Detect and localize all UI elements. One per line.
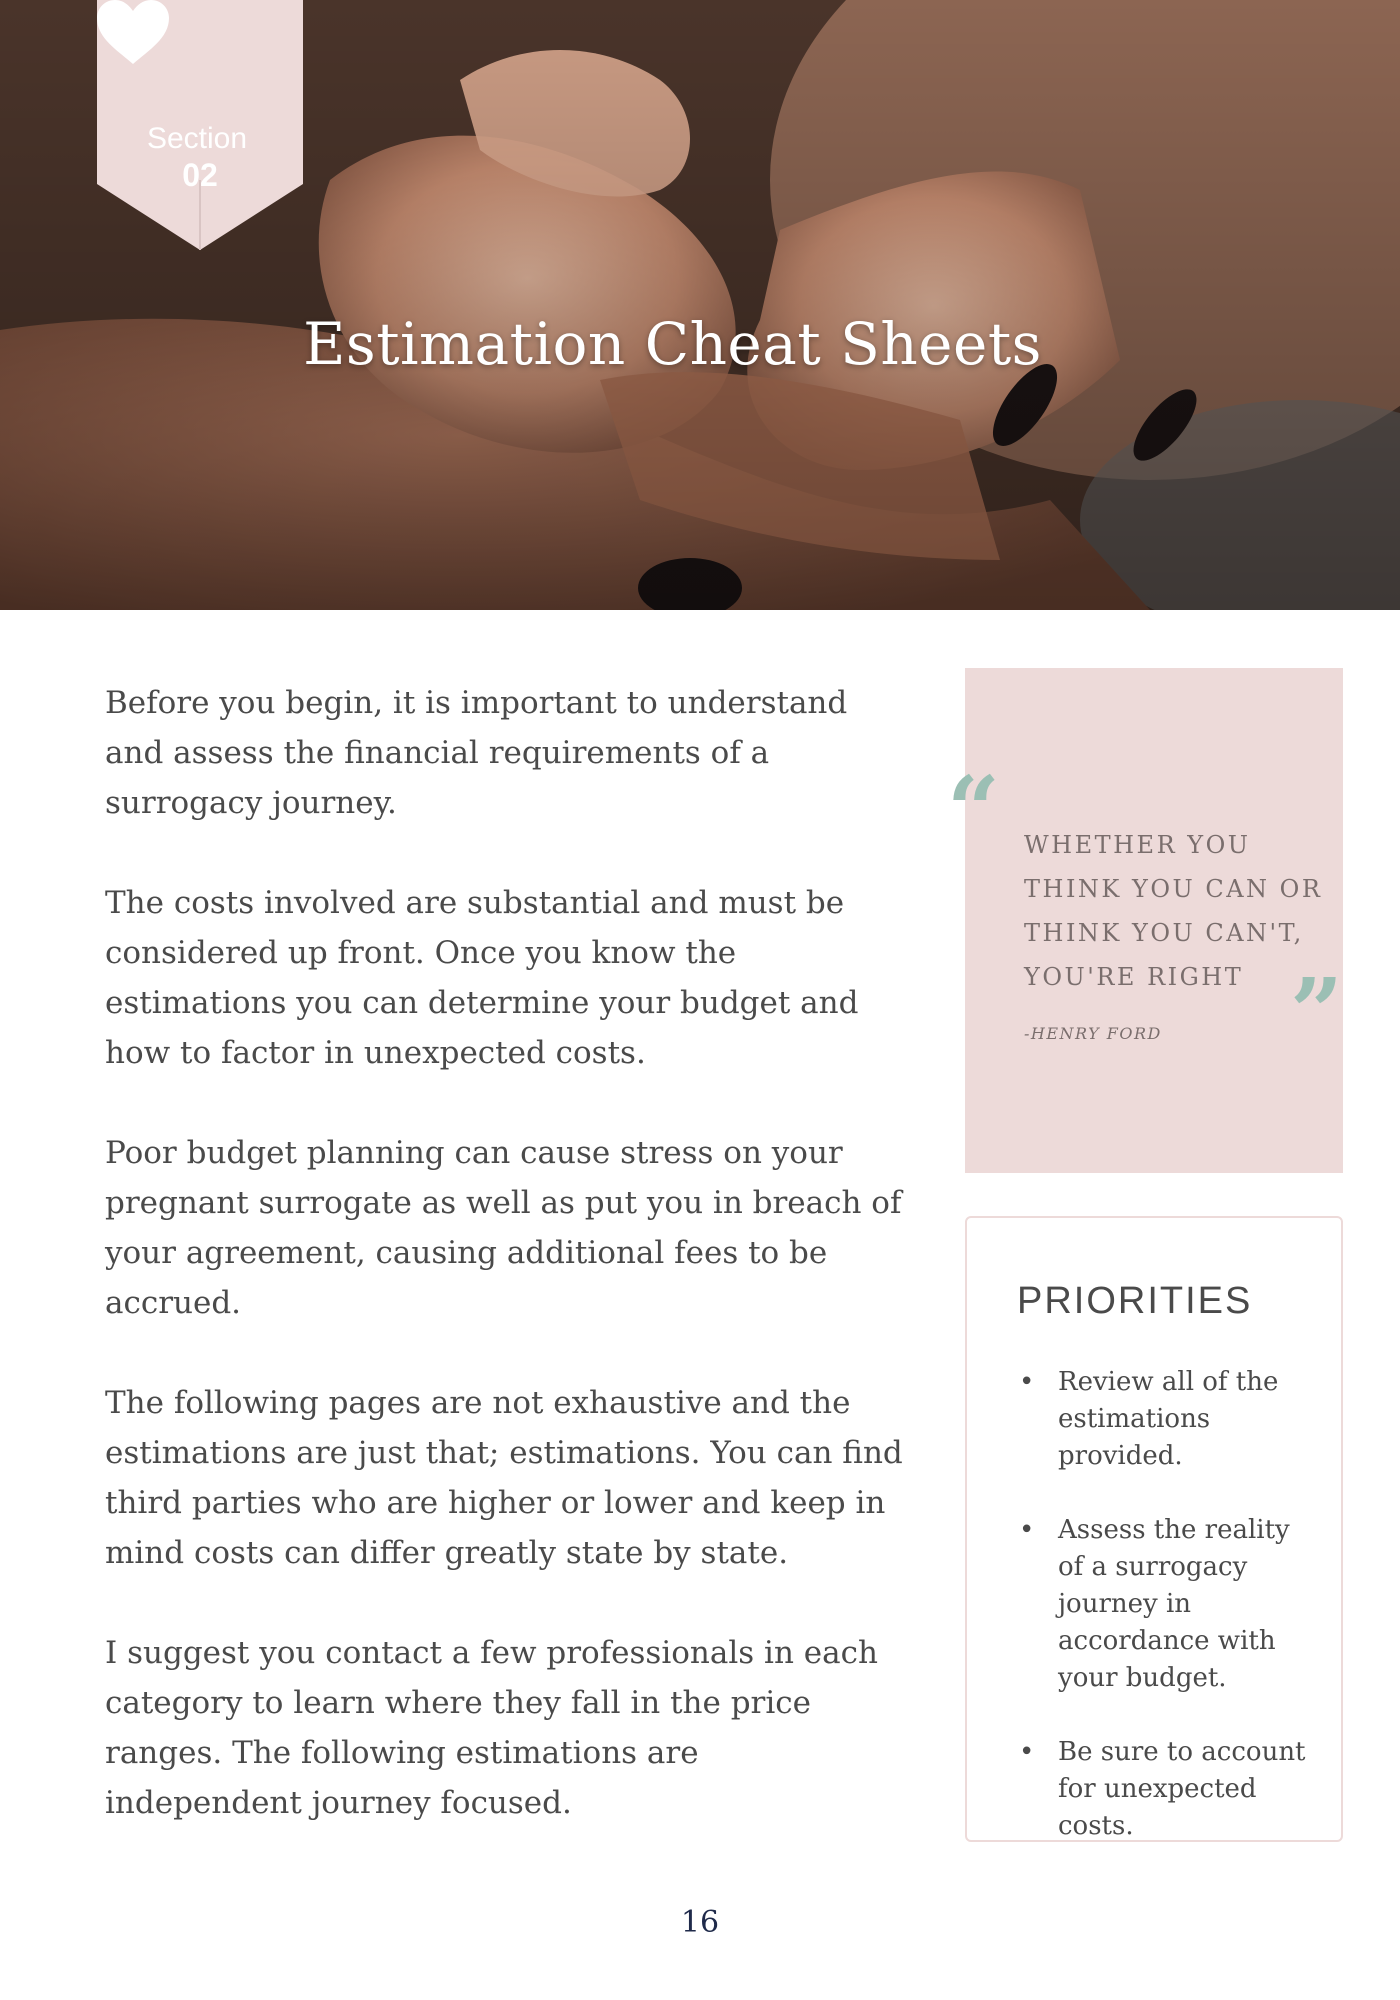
page-number: 16 xyxy=(680,1905,720,1940)
list-item-text: Be sure to account for unexpected costs. xyxy=(1058,1737,1306,1841)
quote-author: -HENRY FORD xyxy=(1024,1024,1162,1043)
heart-icon xyxy=(97,0,169,66)
paragraph: The costs involved are substantial and must be considered up front. Once you know the estimations you can determine your budget and how to factor in unexpected costs. xyxy=(105,885,859,1071)
bullet-icon: • xyxy=(1019,1737,1035,1767)
priorities-box xyxy=(965,1216,1343,1842)
list-item-text: Review all of the estimations provided. xyxy=(1058,1367,1279,1471)
close-quote-icon: ” xyxy=(1290,958,1343,1066)
paragraph: The following pages are not exhaustive and the estimations are just that; estimations. You can find third parties who are higher or lower and keep in mind costs can differ greatly state by state. xyxy=(105,1385,903,1571)
priorities-title: PRIORITIES xyxy=(1017,1280,1253,1322)
paragraph: Before you begin, it is important to understand and assess the financial requirements of a surrogacy journey. xyxy=(105,685,848,821)
page-title: Estimation Cheat Sheets xyxy=(303,310,1042,378)
section-badge xyxy=(97,0,303,250)
section-number: 02 xyxy=(182,157,218,193)
section-label: Section xyxy=(146,122,248,155)
list-item xyxy=(1007,1364,1307,1475)
hero-banner xyxy=(0,0,1400,610)
quote-box xyxy=(947,668,1343,1173)
bullet-icon: • xyxy=(1019,1515,1035,1545)
paragraph: Poor budget planning can cause stress on your pregnant surrogate as well as put you in breach of your agreement, causing additional fees to be accrued. xyxy=(105,1135,902,1321)
open-quote-icon: “ xyxy=(947,756,1000,864)
bullet-icon: • xyxy=(1019,1367,1035,1397)
body-text xyxy=(105,678,905,1878)
paragraph: I suggest you contact a few professionals in each category to learn where they fall in the price ranges. The following estimations are independent journey focused. xyxy=(105,1635,878,1821)
quote-text: WHETHER YOU THINK YOU CAN OR THINK YOU CAN'T, YOU'RE RIGHT xyxy=(1024,831,1323,991)
list-item xyxy=(1007,1512,1307,1697)
priorities-list xyxy=(1007,1364,1307,1882)
list-item xyxy=(1007,1734,1307,1845)
list-item-text: Assess the reality of a surrogacy journey in accordance with your budget. xyxy=(1058,1515,1290,1693)
